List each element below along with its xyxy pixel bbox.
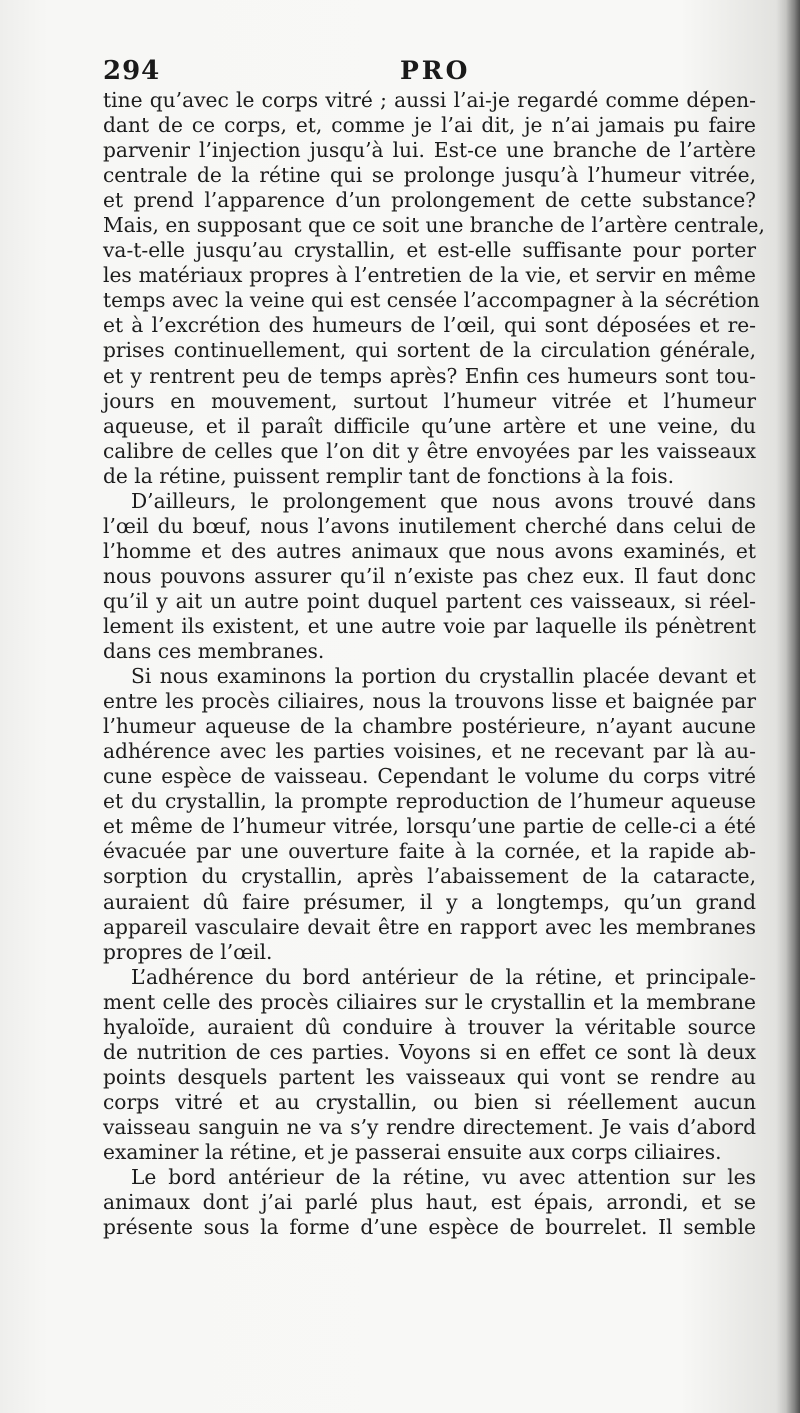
- text-line: hyaloïde, auraient dû conduire à trouver la véritable source: [103, 1014, 756, 1039]
- text-line: et y rentrent peu de temps après? Enfin ces humeurs sont tou-: [103, 363, 756, 388]
- text-line: Si nous examinons la portion du crystallin placée devant et: [131, 664, 756, 689]
- text-line: appareil vasculaire devait être en rapport avec les membranes: [103, 914, 756, 939]
- text-line: D’ailleurs, le prolongement que nous avons trouvé dans: [131, 488, 756, 513]
- text-line: l’humeur aqueuse de la chambre postérieure, n’ayant aucune: [103, 714, 756, 739]
- text-line: présente sous la forme d’une espèce de bourrelet. Il semble: [103, 1215, 756, 1240]
- text-line: et du crystallin, la prompte reproduction de l’humeur aqueuse: [103, 789, 756, 814]
- text-line: et prend l’apparence d’un prolongement de cette substance?: [103, 188, 756, 213]
- text-line: L’adhérence du bord antérieur de la rétine, et principale-: [131, 964, 756, 989]
- text-line: calibre de celles que l’on dit y être envoyées par les vaisseaux: [103, 438, 756, 463]
- text-line: de nutrition de ces parties. Voyons si en effet ce sont là deux: [103, 1039, 756, 1064]
- text-line: dans ces membranes.: [103, 639, 325, 664]
- text-line: nous pouvons assurer qu’il n’existe pas chez eux. Il faut donc: [103, 563, 756, 588]
- page-edge-shadow: [786, 0, 800, 1413]
- text-line: ment celle des procès ciliaires sur le crystallin et la membrane: [103, 989, 756, 1014]
- text-line: jours en mouvement, surtout l’humeur vitrée et l’humeur: [103, 388, 756, 413]
- text-line: animaux dont j’ai parlé plus haut, est épais, arrondi, et se: [103, 1190, 756, 1215]
- page-number: 294: [103, 56, 161, 86]
- text-line: vaisseau sanguin ne va s’y rendre directement. Je vais d’abord: [103, 1114, 756, 1139]
- text-line: tine qu’avec le corps vitré ; aussi l’ai-je regardé comme dépen-: [103, 88, 756, 112]
- text-line: les matériaux propres à l’entretien de la vie, et servir en même: [103, 263, 756, 288]
- text-line: auraient dû faire présumer, il y a longtemps, qu’un grand: [103, 889, 756, 914]
- text-line: qu’il y ait un autre point duquel partent ces vaisseaux, si réel-: [103, 588, 756, 613]
- text-line: parvenir l’injection jusqu’à lui. Est-ce une branche de l’artère: [103, 138, 756, 163]
- text-line: sorption du crystallin, après l’abaissement de la cataracte,: [103, 864, 756, 889]
- page-header: [103, 56, 758, 90]
- text-line: entre les procès ciliaires, nous la trouvons lisse et baignée par: [103, 689, 756, 714]
- text-line: lement ils existent, et une autre voie par laquelle ils pénètrent: [103, 613, 756, 638]
- text-line: points desquels partent les vaisseaux qui vont se rendre au: [103, 1064, 756, 1089]
- text-line: et à l’excrétion des humeurs de l’œil, qui sont déposées et re-: [103, 313, 756, 338]
- text-line: adhérence avec les parties voisines, et ne recevant par là au-: [103, 739, 756, 764]
- text-line: de la rétine, puissent remplir tant de fonctions à la fois.: [103, 463, 674, 488]
- body-text: [103, 88, 765, 1240]
- text-line: Mais, en supposant que ce soit une branche de l’artère centrale,: [103, 213, 765, 238]
- text-line: et même de l’humeur vitrée, lorsqu’une partie de celle-ci a été: [103, 814, 756, 839]
- text-line: l’œil du bœuf, nous l’avons inutilement cherché dans celui de: [103, 513, 756, 538]
- text-line: temps avec la veine qui est censée l’accompagner à la sécrétion: [103, 288, 760, 313]
- text-line: cune espèce de vaisseau. Cependant le volume du corps vitré: [103, 764, 756, 789]
- text-line: l’homme et des autres animaux que nous avons examinés, et: [103, 538, 756, 563]
- text-line: dant de ce corps, et, comme je l’ai dit, je n’ai jamais pu faire: [103, 113, 756, 138]
- running-head: PRO: [400, 56, 471, 85]
- text-line: centrale de la rétine qui se prolonge jusqu’à l’humeur vitrée,: [103, 163, 756, 188]
- text-line: évacuée par une ouverture faite à la cornée, et la rapide ab-: [103, 839, 756, 864]
- text-line: corps vitré et au crystallin, ou bien si réellement aucun: [103, 1089, 756, 1114]
- text-line: examiner la rétine, et je passerai ensuite aux corps ciliaires.: [103, 1139, 722, 1164]
- text-line: Le bord antérieur de la rétine, vu avec attention sur les: [131, 1165, 756, 1190]
- text-line: propres de l’œil.: [103, 939, 273, 964]
- text-line: prises continuellement, qui sortent de la circulation générale,: [103, 338, 756, 363]
- text-line: va-t-elle jusqu’au crystallin, et est-elle suffisante pour porter: [103, 238, 756, 263]
- text-line: aqueuse, et il paraît difficile qu’une artère et une veine, du: [103, 413, 756, 438]
